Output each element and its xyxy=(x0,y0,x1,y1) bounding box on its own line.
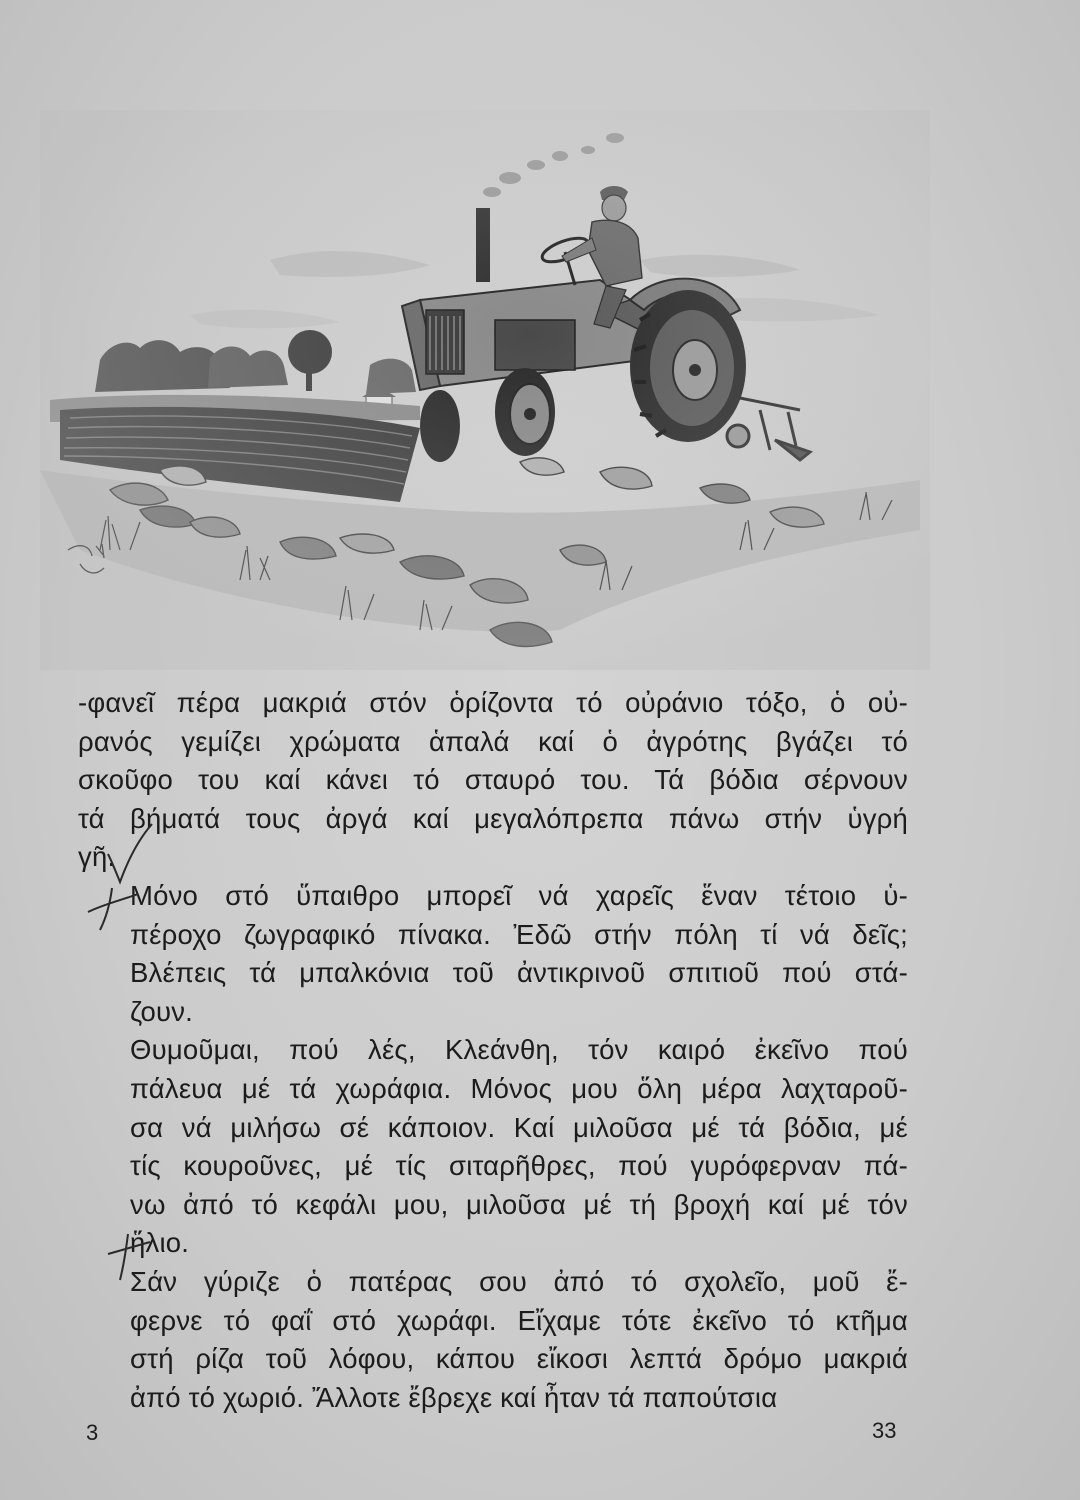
paragraph xyxy=(78,1263,908,1417)
text-line: ἀπό τό χωριό. Ἄλλοτε ἔβρεχε καί ἦταν τά παπούτσια xyxy=(130,1381,778,1413)
paragraph xyxy=(78,1031,908,1263)
text-line: -φανεῖ πέρα μακριά στόν ὁρίζοντα τό οὐράνιο τόξο, ὁ οὐ- xyxy=(78,687,908,718)
paragraph xyxy=(78,684,908,877)
text-line: σα νά μιλήσω σέ κάποιον. Καί μιλοῦσα μέ τά βόδια, μέ xyxy=(130,1111,908,1143)
paragraph xyxy=(78,877,908,1031)
text-line: ἥλιο. xyxy=(130,1227,190,1259)
page-number: 33 xyxy=(872,1418,897,1443)
text-line: τίς κουροῦνες, μέ τίς σιταρῆθρες, πού γυρόφερναν πά- xyxy=(130,1150,908,1182)
text-line: στή ρίζα τοῦ λόφου, κάπου εἴκοσι λεπτά δρόμο μακριά xyxy=(130,1343,908,1375)
text-line: Σάν γύριζε ὁ πατέρας σου ἀπό τό σχολεῖο, μοῦ ἔ- xyxy=(130,1265,908,1297)
text-line: φερνε τό φαΐ στό χωράφι. Εἴχαμε τότε ἐκεῖνο τό κτῆμα xyxy=(130,1304,908,1336)
text-line: τά βήματά τους ἀργά καί μεγαλόπρεπα πάνω στήν ὑγρή xyxy=(78,802,908,834)
text-line: γῆ. xyxy=(78,841,116,873)
text-line: πέροχο ζωγραφικό πίνακα. Ἐδῶ στήν πόλη τί νά δεῖς; xyxy=(130,918,908,950)
text-line: πάλευα μέ τά χωράφια. Μόνος μου ὅλη μέρα λαχταροῦ- xyxy=(130,1072,908,1104)
text-line: Μόνο στό ὕπαιθρο μπορεῖ νά χαρεῖς ἕναν τέτοιο ὑ- xyxy=(130,879,908,911)
text-line: Θυμοῦμαι, πού λές, Κλεάνθη, τόν καιρό ἐκεῖνο πού xyxy=(130,1034,908,1066)
text-line: Βλέπεις τά μπαλκόνια τοῦ ἀντικρινοῦ σπιτιοῦ πού στά- xyxy=(130,957,908,989)
text-line: νω ἀπό τό κεφάλι μου, μιλοῦσα μέ τή βροχή καί μέ τόν xyxy=(130,1188,908,1220)
signature-number: 3 xyxy=(86,1420,99,1445)
text-line: σκοῦφο του καί κάνει τό σταυρό του. Τά βόδια σέρνουν xyxy=(78,764,908,796)
tractor-illustration xyxy=(40,110,930,670)
text-line: ρανός γεμίζει χρώματα ἁπαλά καί ὁ ἀγρότης βγάζει τό xyxy=(78,725,908,757)
text-line: ζουν. xyxy=(130,995,194,1027)
body-text xyxy=(78,684,908,1417)
